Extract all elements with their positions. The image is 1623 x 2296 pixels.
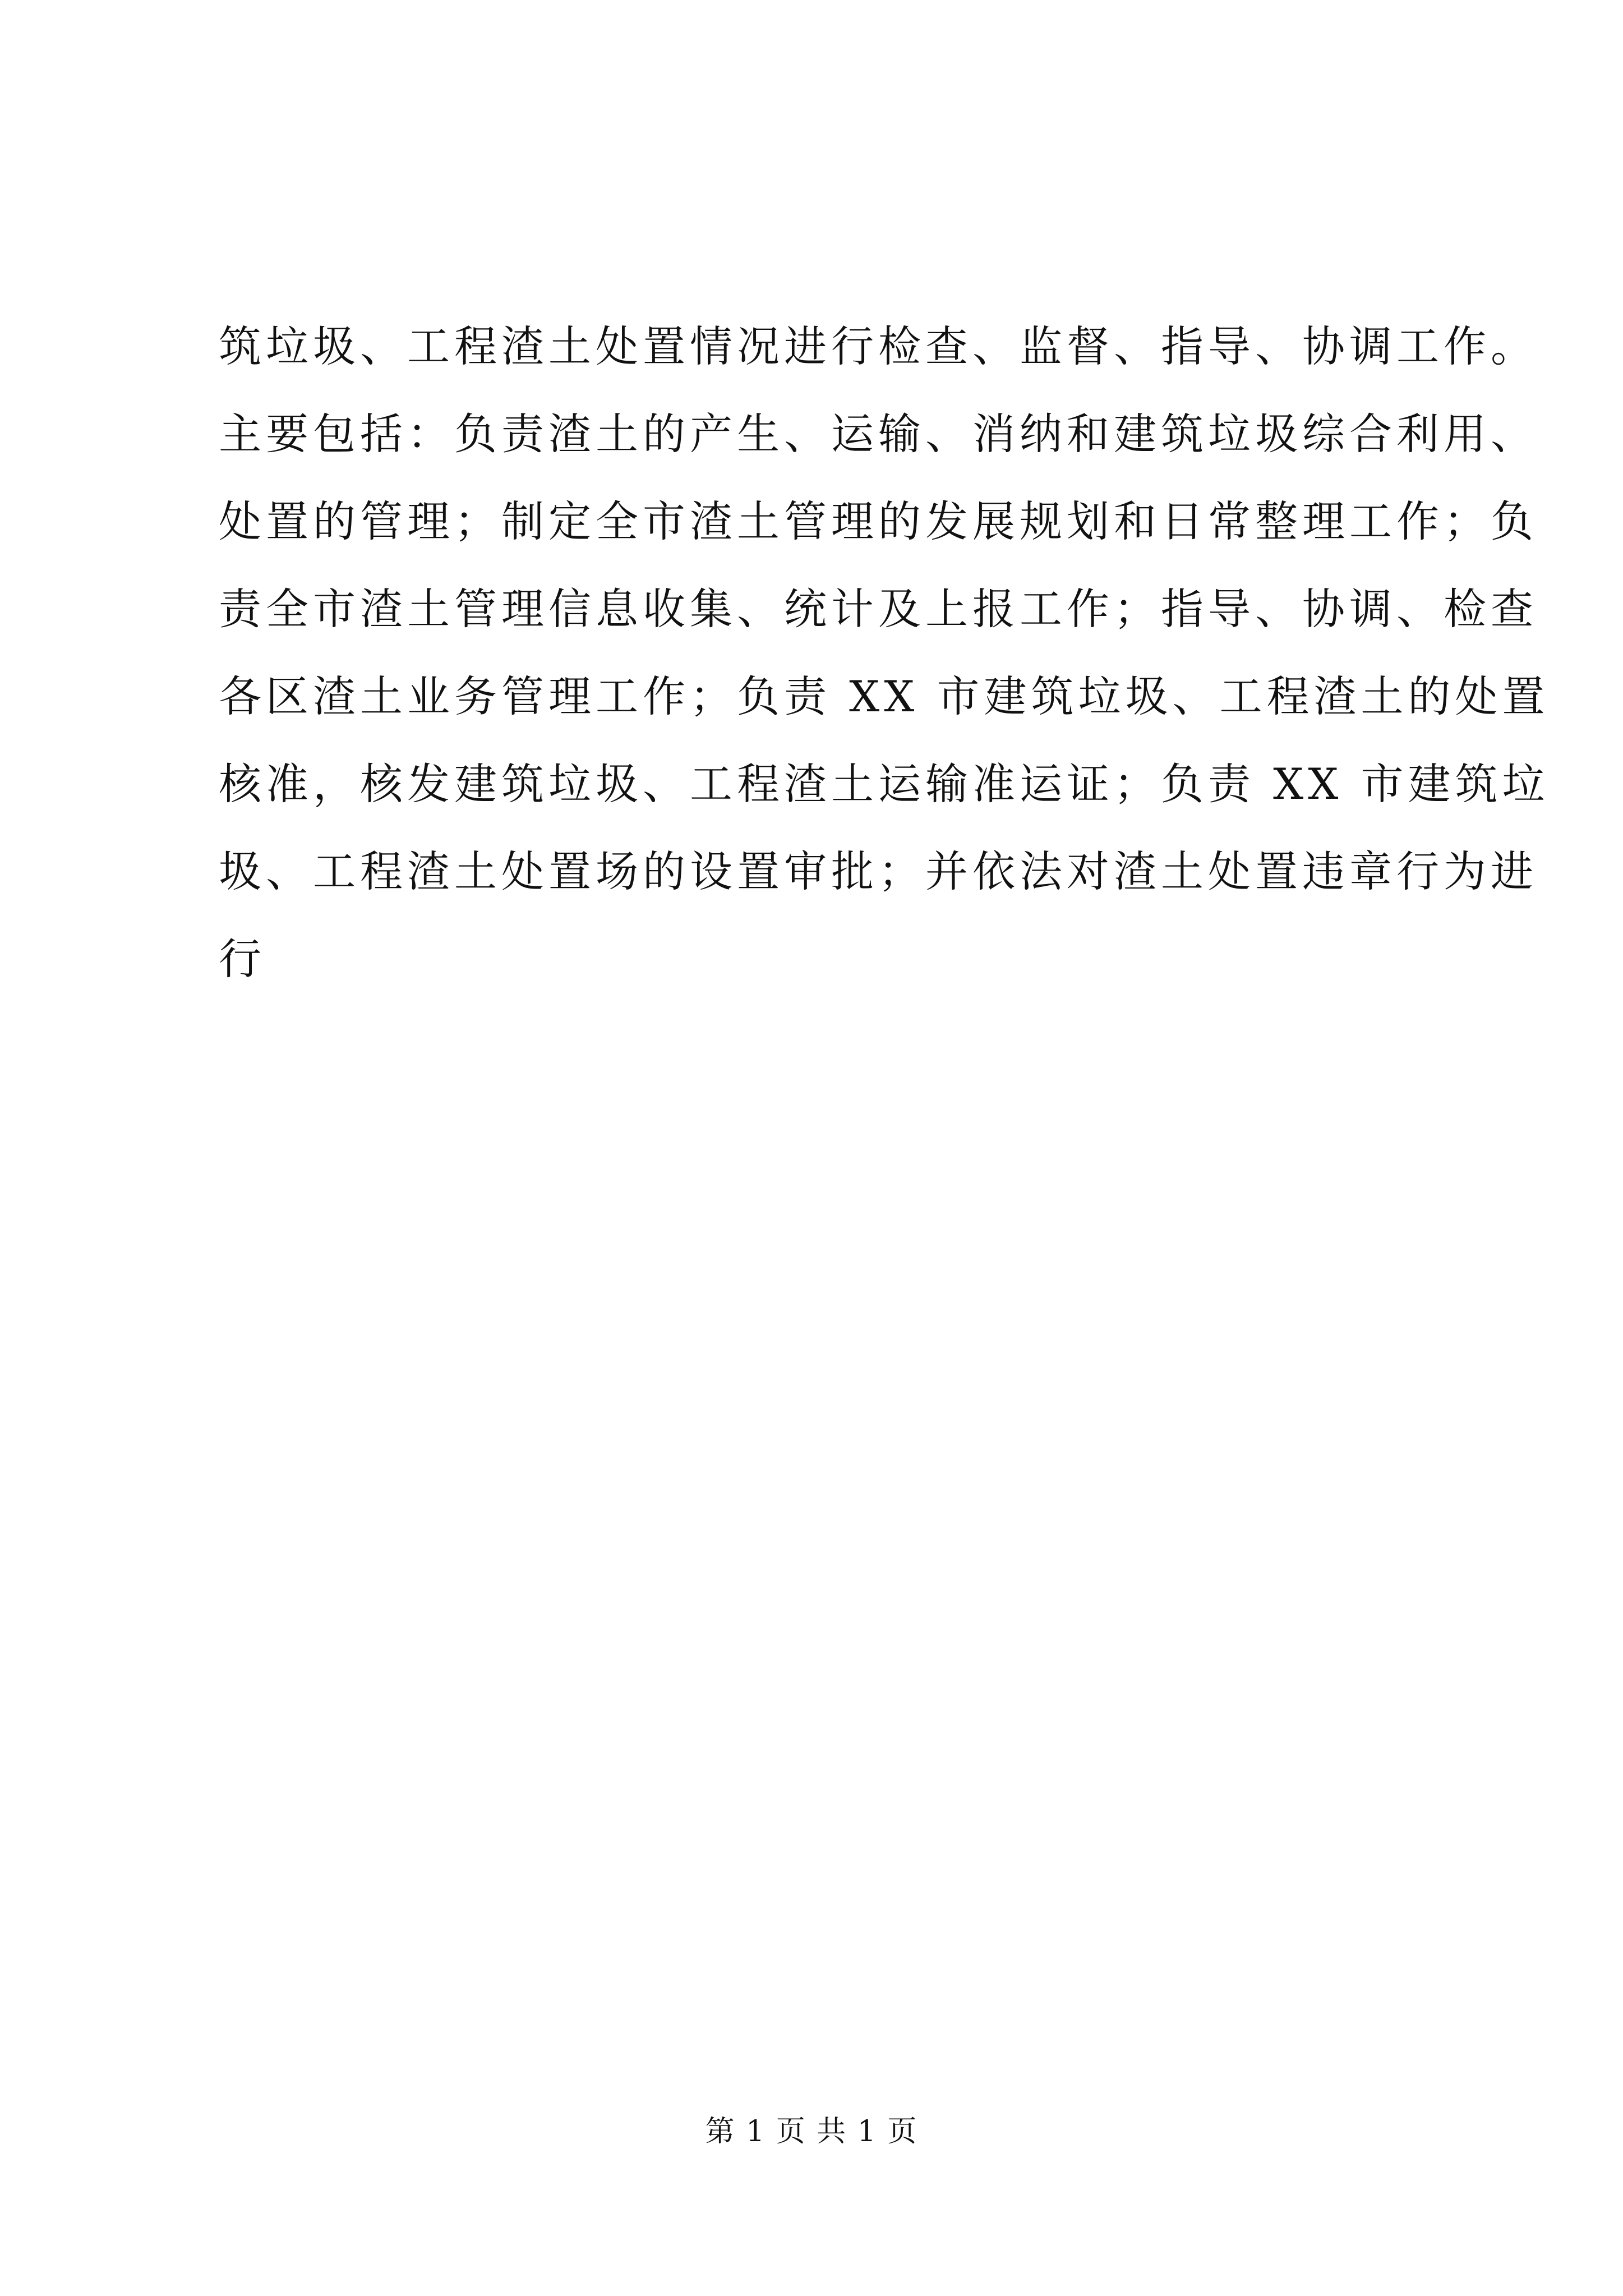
page-footer: 第 1 页 共 1 页 [705, 2115, 918, 2148]
paragraph-line: 圾、工程渣土处置场的设置审批；并依法对渣土处置违章行为进 [219, 846, 1538, 896]
paragraph-line: 行 [219, 934, 266, 984]
paragraph-line: 责全市渣土管理信息收集、统计及上报工作；指导、协调、检查 [219, 584, 1538, 634]
paragraph-line: 筑垃圾、工程渣土处置情况进行检查、监督、指导、协调工作。 [219, 321, 1538, 371]
paragraph-line: 处置的管理；制定全市渣土管理的发展规划和日常整理工作；负 [219, 496, 1538, 546]
body-paragraph [219, 303, 1550, 1003]
paragraph-line: 主要包括：负责渣土的产生、运输、消纳和建筑垃圾综合利用、 [219, 409, 1538, 459]
paragraph-line: 核准，核发建筑垃圾、工程渣土运输准运证；负责 XX 市建筑垃 [219, 759, 1550, 809]
paragraph-line: 各区渣土业务管理工作；负责 XX 市建筑垃圾、工程渣土的处置 [219, 671, 1550, 721]
